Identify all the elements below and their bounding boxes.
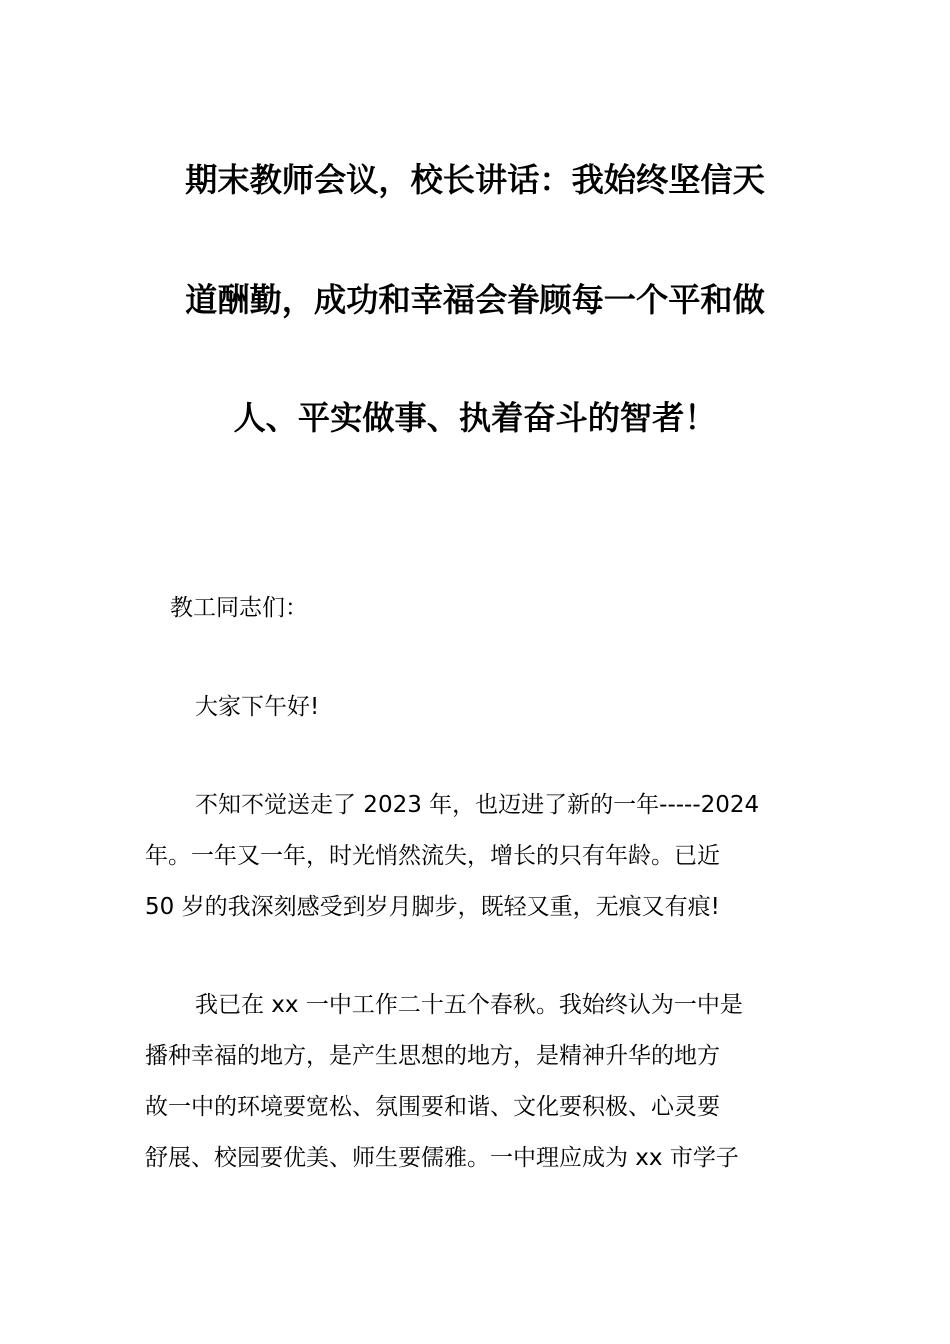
paragraph-2-line-3: 故一中的环境要宽松、氛围要和谐、文化要积极、心灵要 bbox=[145, 1094, 720, 1120]
paragraph-1-line-1: 不知不觉送走了 2023 年，也迈进了新的一年-----2024 bbox=[195, 792, 760, 818]
greeting: 大家下午好! bbox=[195, 694, 320, 720]
paragraph-2-line-4: 舒展、校园要优美、师生要儒雅。一中理应成为 xx 市学子 bbox=[145, 1145, 739, 1171]
paragraph-1-line-2: 年。一年又一年，时光悄然流失，增长的只有年龄。已近 bbox=[145, 843, 720, 869]
salutation: 教工同志们： bbox=[170, 595, 308, 621]
title-line-2: 道酬勤，成功和幸福会眷顾每一个平和做 bbox=[185, 281, 765, 319]
paragraph-1-line-3: 50 岁的我深刻感受到岁月脚步，既轻又重，无痕又有痕! bbox=[145, 894, 720, 920]
title-line-3: 人、平实做事、执着奋斗的智者！ bbox=[233, 399, 717, 437]
paragraph-2-line-2: 播种幸福的地方，是产生思想的地方，是精神升华的地方 bbox=[145, 1043, 720, 1069]
paragraph-1 bbox=[145, 788, 810, 941]
paragraph-2 bbox=[145, 988, 810, 1192]
paragraph-2-line-1: 我已在 xx 一中工作二十五个春秋。我始终认为一中是 bbox=[195, 992, 743, 1018]
title-line-1: 期末教师会议，校长讲话：我始终坚信天 bbox=[185, 161, 765, 199]
